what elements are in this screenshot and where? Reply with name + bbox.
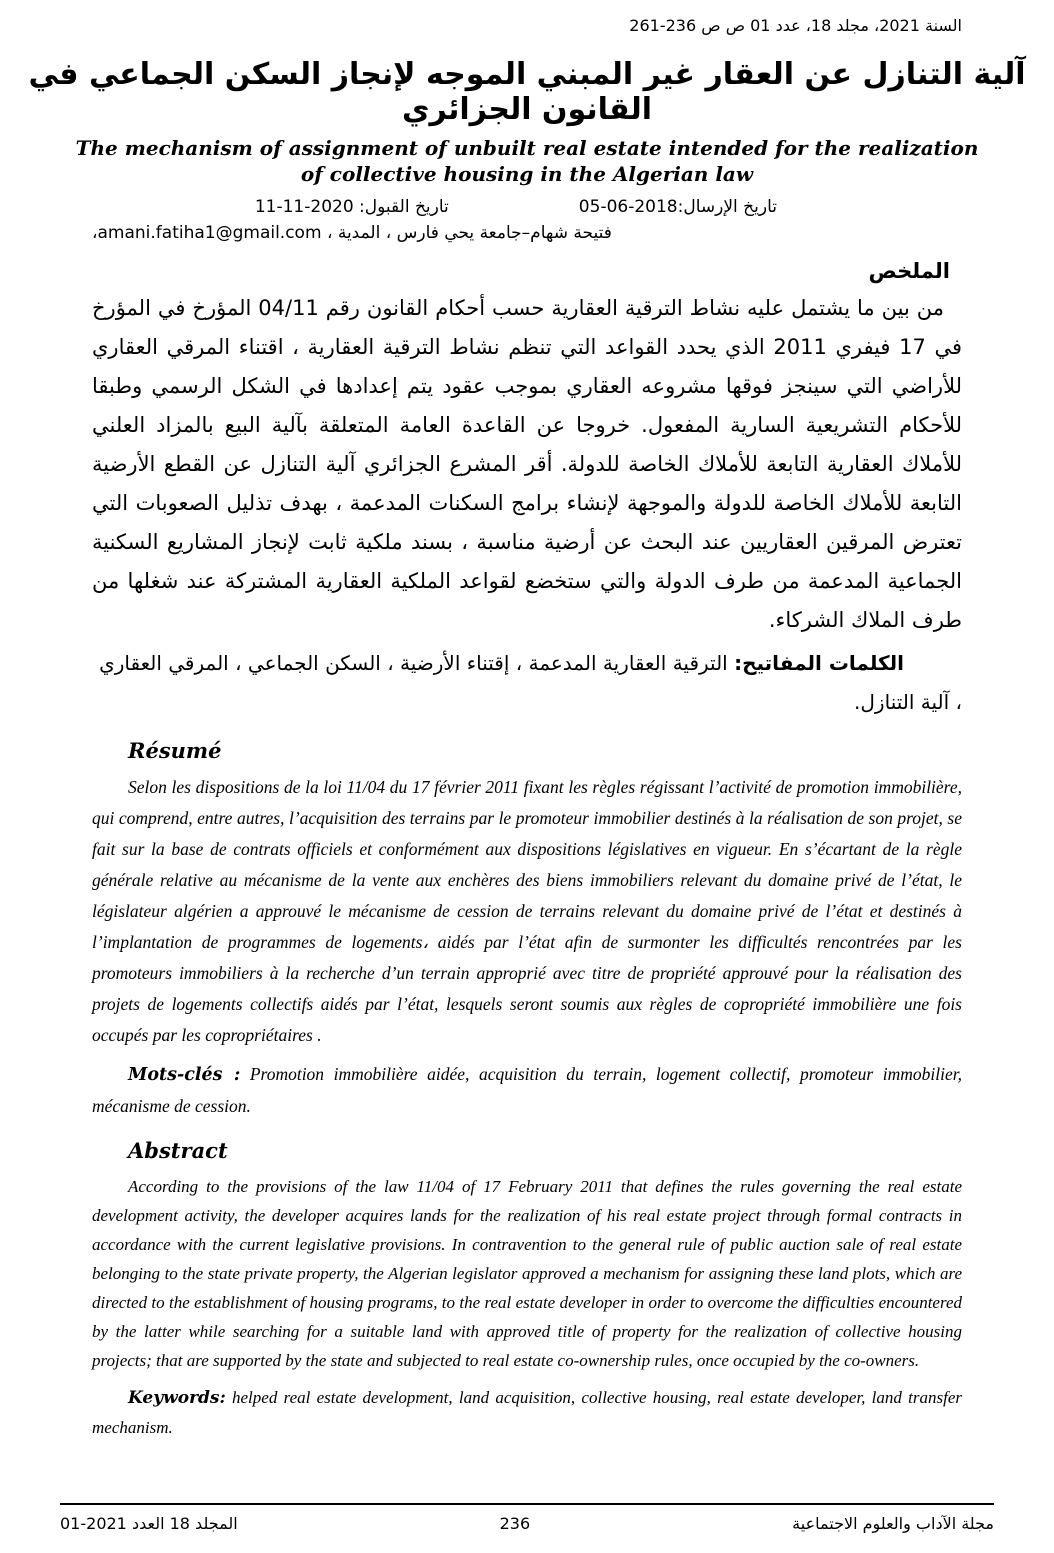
keywords-english-text: helped real estate development, land acquisition, collective housing, real estate developer, land transfer mechanism. [92,1388,962,1437]
author-line [0,223,1054,243]
abstract-english-body: According to the provisions of the law 11/04 of 17 February 2011 that defines the rules governing the real estate development activity, the developer acquires lands for the realization of his real estate project through formal contracts in accordance with the current legislative provisions. In contravention to the general rule of public auction sale of real estate belonging to the state private property, the Algerian legislator approved a mechanism for assigning these land plots, which are directed to the establishment of housing programs, to the real estate developer in order to overcome the difficulties encountered by the latter while searching for a suitable land with approved title of property for the realization of collective housing projects; that are supported by the state and subjected to real estate co-ownership rules, once occupied by the co-owners. [92,1177,962,1370]
abstract-english-heading: Abstract [128,1138,228,1163]
mots-cles-line [0,1059,1054,1122]
footer-volume-issue: المجلد 18 العدد 2021-01 [60,1514,238,1533]
submission-date-label: تاريخ الإرسال: [677,197,777,217]
author-email: amani.fatiha1@gmail.com [97,223,322,243]
abstract-arabic-heading: الملخص [868,259,950,283]
keywords-english-label: Keywords: [128,1388,226,1408]
abstract-arabic-body: من بين ما يشتمل عليه نشاط الترقية العقارية حسب أحكام القانون رقم 04/11 المؤرخ في المؤرخ في 17 فيفري 2011 الذي يحدد القواعد التي تنظم نشاط الترقية العقارية ، اقتناء المرقي العقاري للأراضي التي سينجز فوقها مشروعه العقاري بموجب عقود يتم إعدادها في الشكل الرسمي وطبقا للأحكام التشريعية السارية المفعول. خروجا عن القاعدة العامة المتعلقة بآلية البيع بالمزاد العلني للأملاك العقارية التابعة للأملاك الخاصة للدولة. أقر المشرع الجزائري آلية التنازل عن القطع الأرضية التابعة للأملاك الخاصة للدولة والموجهة لإنشاء برامج السكنات المدعمة ، بهدف تذليل الصعوبات التي تعترض المرقين العقاريين عند البحث عن أرضية مناسبة ، بسند ملكية ثابت لإنجاز المشاريع السكنية الجماعية المدعمة من طرف الدولة والتي ستخضع لقواعد الملكية العقارية المشتركة عند شغلها من طرف الملاك الشركاء. [92,296,963,632]
page-footer [60,1503,994,1533]
journal-issue-line: السنة 2021، مجلد 18، عدد 01 ص ص 236-261 [629,16,962,35]
arabic-keywords-text: الترقية العقارية المدعمة ، إقتناء الأرضية ، السكن الجماعي ، المرقي العقاري ، آلية التنازل. [99,651,962,714]
mots-cles-text: Promotion immobilière aidée, acquisition du terrain, logement collectif, promoteur immobilier, mécanisme de cession. [92,1064,962,1116]
resume-heading: Résumé [128,738,222,763]
paper-title-arabic: آلية التنازل عن العقار غير المبني الموجه لإنجاز السكن الجماعي في القانون الجزائري [28,57,1026,127]
author-name-affiliation: فتيحة شهام–جامعة يحي فارس ، المدية ، [326,223,612,243]
submission-date-value: 2018-06-05 [578,197,678,217]
paper-title-english: The mechanism of assignment of unbuilt real estate intended for the realization of collective housing in the Algerian law [75,136,979,186]
author-line-trailing-mark: ، [92,223,98,243]
resume-body: Selon les dispositions de la loi 11/04 du 17 février 2011 fixant les règles régissant l’activité de promotion immobilière, qui comprend, entre autres, l’acquisition des terrains par le promoteur immobilier destinés à la réalisation de son projet, se fait sur la base de contrats officiels et conformément aux dispositions législatives en vigueur. En s’écartant de la règle générale relative au mécanisme de la vente aux enchères des biens immobiliers relevant du domaine privé de l’état, le législateur algérien a approuvé le mécanisme de cession de terrains relevant du domaine privé de l’état et destinés à l’implantation de programmes de logements، aidés par l’état afin de surmonter les difficultés rencontrées par les promoteurs immobiliers à la recherche d’un terrain approprié avec titre de propriété approuvé pour la réalisation des projets de logements collectifs aidés par l’état, lesquels seront soumis aux règles de copropriété immobilière une fois occupés par les copropriétaires . [92,777,962,1045]
keywords-english-line [0,1383,1054,1442]
abstract-arabic-keywords [0,644,1054,722]
dates-row [0,197,1054,217]
acceptance-date [255,197,449,217]
acceptance-date-value: 2020-11-11 [254,197,354,217]
footer-page-number: 236 [499,1514,531,1533]
acceptance-date-label: تاريخ القبول: [353,197,449,217]
arabic-keywords-label: الكلمات المفاتيح: [734,651,904,675]
submission-date [579,197,777,217]
footer-journal-name: مجلة الآداب والعلوم الاجتماعية [792,1514,994,1533]
mots-cles-label: Mots-clés : [128,1065,241,1085]
